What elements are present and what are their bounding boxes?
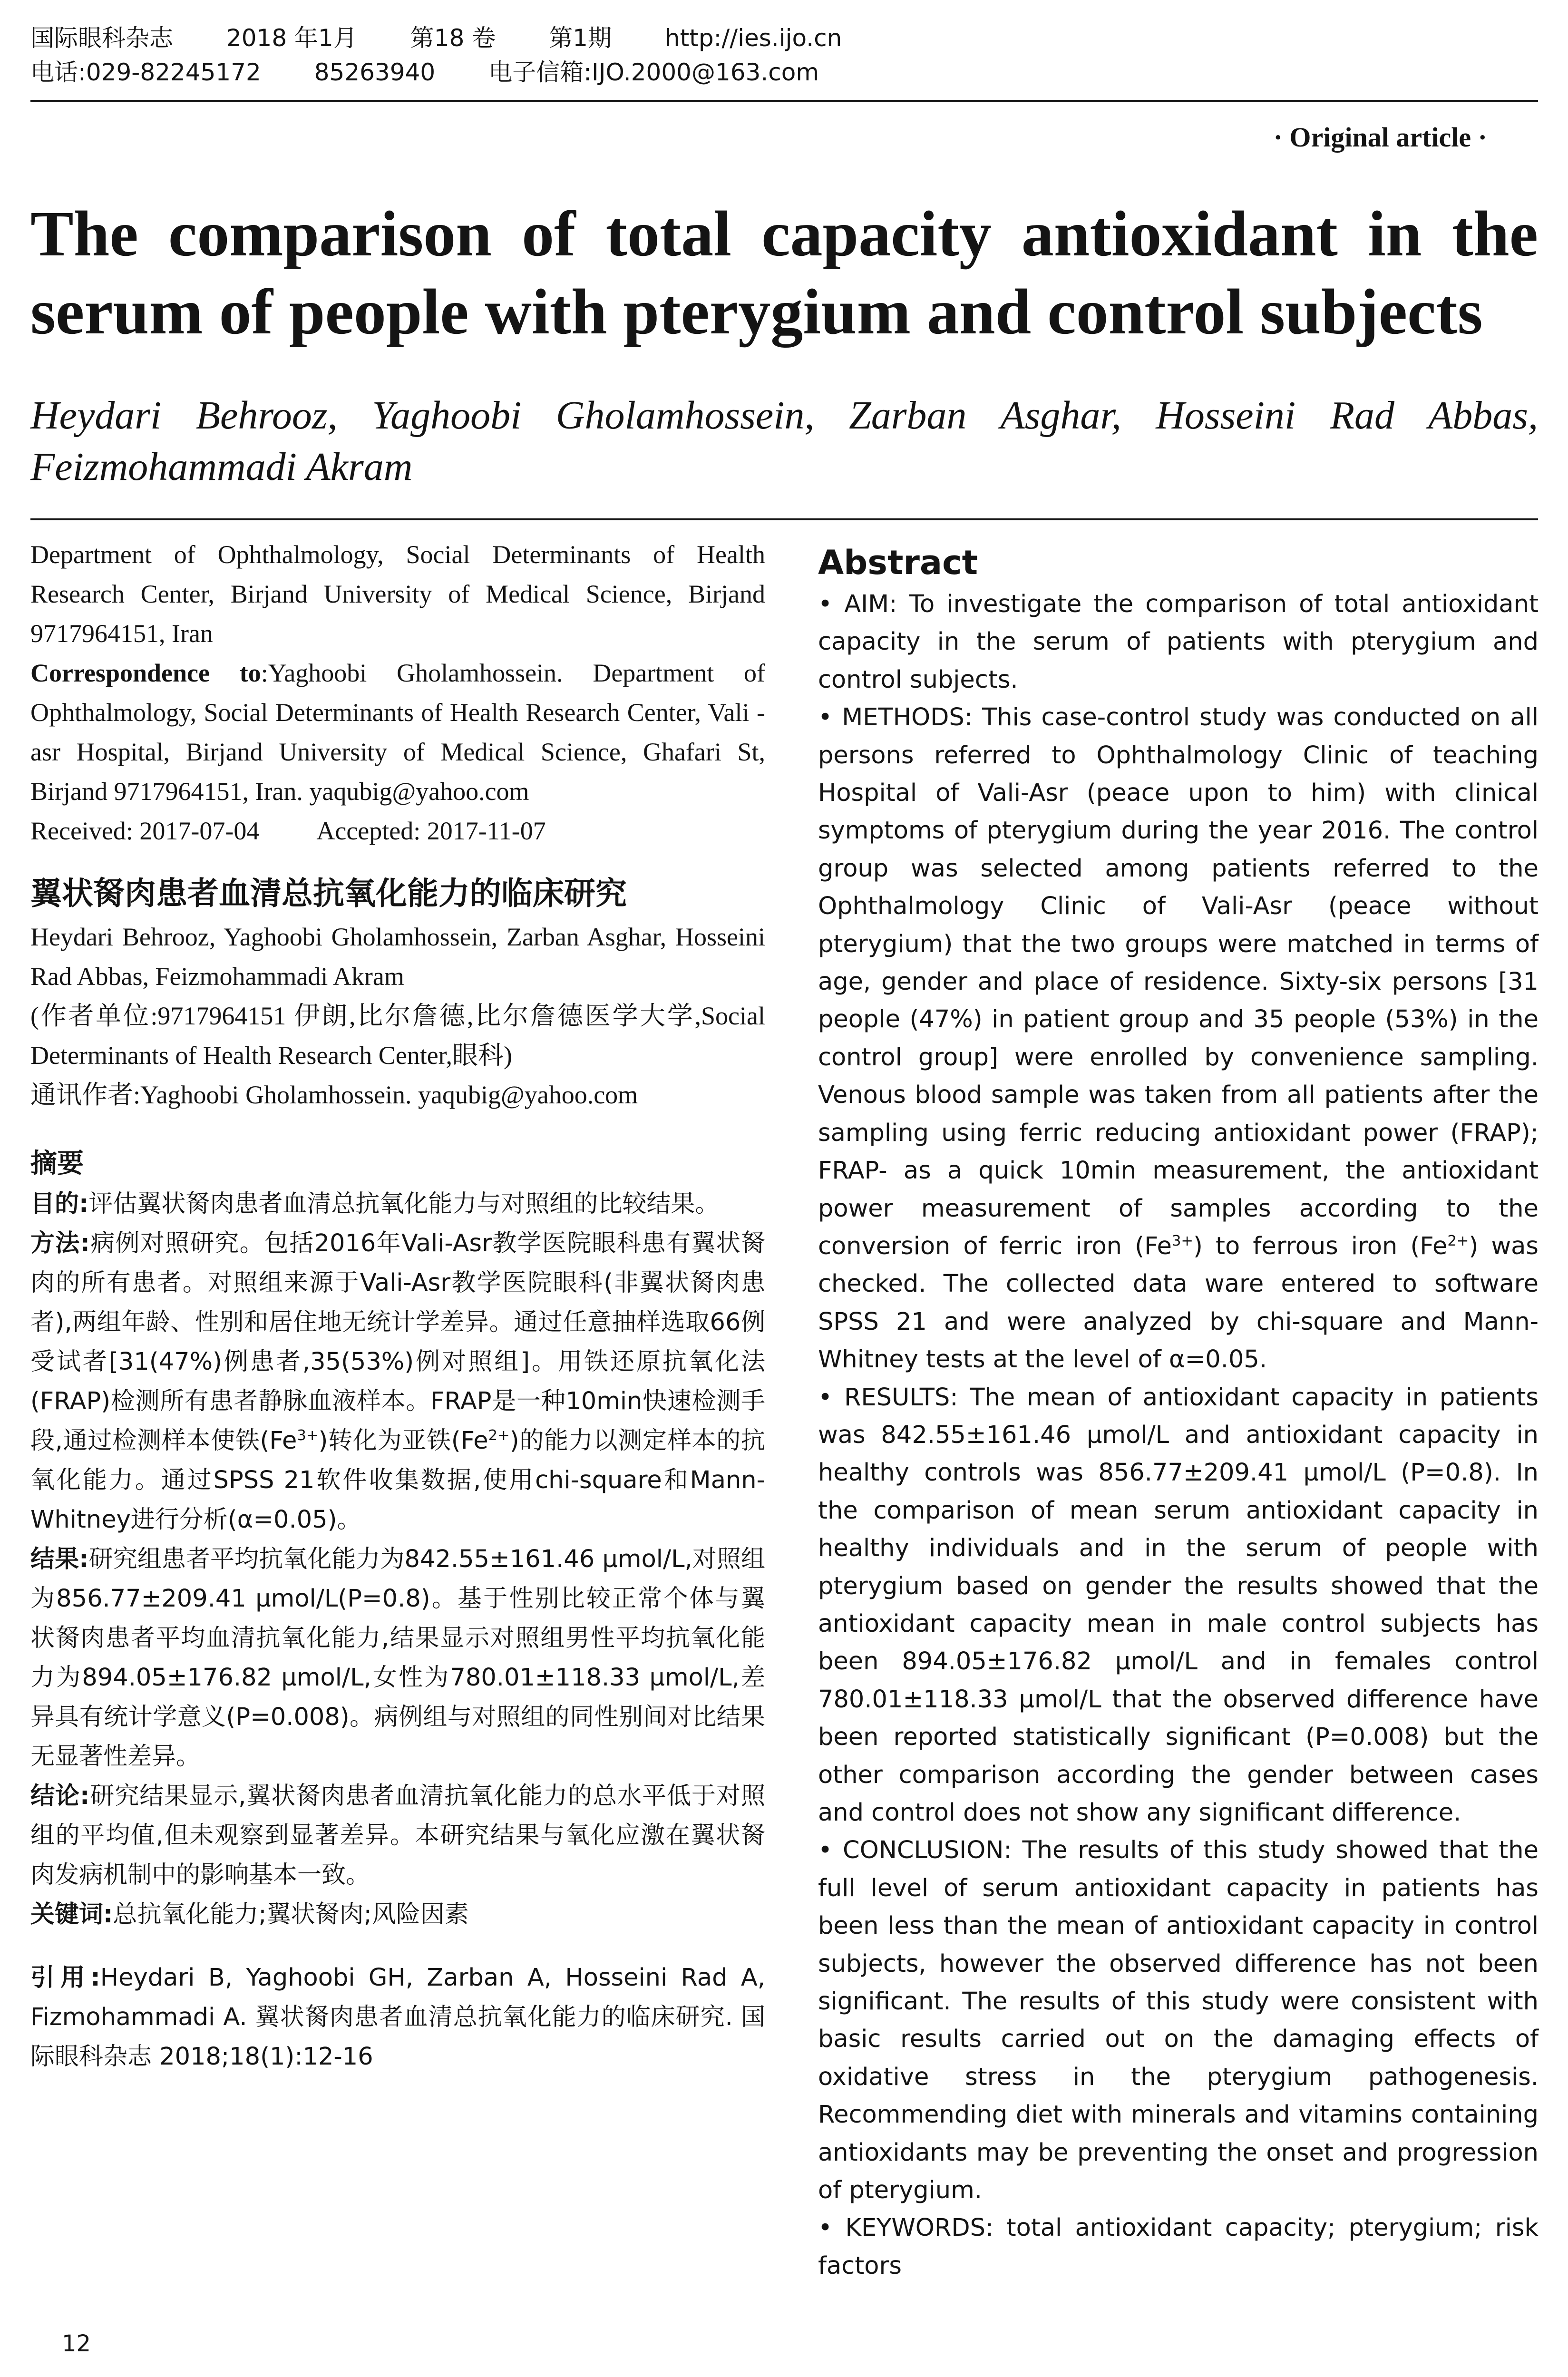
article-title: The comparison of total capacity antioxidant in the serum of people with pterygium and control subjects <box>30 198 1538 348</box>
header-divider <box>30 100 1538 102</box>
authors-divider <box>30 518 1538 520</box>
cn-keywords-text: 总抗氧化能力;翼状胬肉;风险因素 <box>113 1900 469 1929</box>
cn-keywords-label: 关键词: <box>30 1900 113 1929</box>
volume: 第18 卷 <box>410 24 496 52</box>
correspondence <box>30 653 765 811</box>
keywords-text: total antioxidant capacity; pterygium; risk factors <box>818 2214 1539 2280</box>
conclusion-text: The results of this study showed that the full level of serum antioxidant capacity in patients has been less than the mean of antioxidant capacity in control subjects, however the observed difference has not been significant. The results of this study were consistent with basic results carried out on the damaging effects of oxidative stress in the pterygium pathogenesis. Recommending diet with minerals and vitamins containing antioxidants may be preventing the onset and progression of pterygium. <box>818 1836 1539 2205</box>
cn-methods-label: 方法: <box>30 1229 90 1257</box>
left-column <box>30 535 765 2076</box>
cn-authors: Heydari Behrooz, Yaghoobi Gholamhossein, Zarban Asghar, Hosseini Rad Abbas, Feizmohammadi Akram <box>30 923 765 991</box>
cn-aim-text: 评估翼状胬肉患者血清总抗氧化能力与对照组的比较结果。 <box>88 1190 720 1218</box>
methods-text-b: ) to ferrous iron (Fe <box>1193 1232 1448 1260</box>
cn-results-text: 研究组患者平均抗氧化能力为842.55±161.46 μmol/L,对照组为856.77±209.41 μmol/L(P=0.8)。基于性别比较正常个体与翼状胬肉患者平均血清抗氧化能力,结果显示对照组男性平均抗氧化能力为894.05±176.82 μmol/L,女性为780.01±118.33 μmol/L,差异具有统计学意义(P=0.008)。病例组与对照组的同性别间对比结果无显著性差异。 <box>30 1545 765 1771</box>
journal-name: 国际眼科杂志 <box>30 24 173 52</box>
page-number: 12 <box>62 2330 91 2357</box>
issue-date: 2018 年1月 <box>226 24 357 52</box>
cn-citation-label: 引用: <box>30 1964 100 1992</box>
cn-methods <box>30 1224 765 1539</box>
cn-conclusion-label: 结论: <box>30 1782 90 1810</box>
abstract-conclusion <box>818 1831 1539 2209</box>
aim-label: • AIM: <box>818 590 897 618</box>
dates <box>30 811 765 851</box>
issue: 第1期 <box>549 24 612 52</box>
author-list: Heydari Behrooz, Yaghoobi Gholamhossein, Zarban Asghar, Hosseini Rad Abbas, Feizmohammadi Akram <box>30 393 1538 489</box>
cn-aim <box>30 1184 765 1224</box>
abstract-heading: Abstract <box>818 543 978 582</box>
conclusion-label: • CONCLUSION: <box>818 1836 1012 1865</box>
cn-abstract-heading: 摘要 <box>30 1148 84 1179</box>
abstract-methods <box>818 699 1539 1378</box>
methods-label: • METHODS: <box>818 703 973 732</box>
affiliation: Department of Ophthalmology, Social Determinants of Health Research Center, Birjand University of Medical Science, Birjand 9717964151, Iran <box>30 540 765 648</box>
results-text: The mean of antioxidant capacity in patients was 842.55±161.46 μmol/L and antioxidant capacity in healthy controls was 856.77±209.41 μmol/L (P=0.8). In the comparison of mean serum antioxidant capacity in healthy individuals and in the serum of people with pterygium based on gender the results showed that the antioxidant capacity mean in male control subjects has been 894.05±176.82 μmol/L and in females control 780.01±118.33 μmol/L that the observed difference have been reported statistically significant (P=0.008) but the other comparison according the gender between cases and control does not show any significant difference. <box>818 1383 1539 1827</box>
cn-methods-sup-2: 2+ <box>488 1427 510 1444</box>
abstract-keywords <box>818 2209 1539 2285</box>
methods-sup-2: 2+ <box>1447 1232 1469 1249</box>
cn-title: 翼状胬肉患者血清总抗氧化能力的临床研究 <box>30 875 627 912</box>
phone-2: 85263940 <box>314 58 436 86</box>
cn-affiliation: (作者单位:9717964151 伊朗,比尔詹德,比尔詹德医学大学,Social Determinants of Health Research Center,眼科) <box>30 1002 765 1070</box>
abstract-column <box>818 540 1539 2285</box>
cn-results-label: 结果: <box>30 1545 89 1573</box>
cn-keywords <box>30 1895 765 1934</box>
accepted-date: Accepted: 2017-11-07 <box>316 817 546 845</box>
methods-text-a: This case-control study was conducted on all persons referred to Ophthalmology Clinic of teaching Hospital of Vali-Asr (peace upon to him) with clinical symptoms of pterygium during the year 2016. The control group was selected among patients referred to the Ophthalmology Clinic of Vali-Asr (peace without pterygium) that the two groups were matched in terms of age, gender and place of residence. Sixty-six persons [31 people (47%) in patient group and 35 people (53%) in the control group] were enrolled by convenience sampling. Venous blood sample was taken from all patients after the sampling using ferric reducing antioxidant power (FRAP); FRAP- as a quick 10min measurement, the antioxidant power measurement of samples according to the conversion of ferric iron (Fe <box>818 703 1539 1260</box>
received-date: Received: 2017-07-04 <box>30 817 260 845</box>
keywords-label: • KEYWORDS: <box>818 2214 994 2242</box>
cn-conclusion-text: 研究结果显示,翼状胬肉患者血清抗氧化能力的总水平低于对照组的平均值,但未观察到显著差异。本研究结果与氧化应激在翼状胬肉发病机制中的影响基本一致。 <box>30 1782 765 1889</box>
aim-text: To investigate the comparison of total antioxidant capacity in the serum of patients with pterygium and control subjects. <box>818 590 1539 694</box>
journal-header <box>30 21 1538 89</box>
abstract-aim <box>818 585 1539 699</box>
header-line-1 <box>30 21 1538 55</box>
journal-url: http://ies.ijo.cn <box>664 24 842 52</box>
correspondence-label: Correspondence to <box>30 659 261 687</box>
cn-citation <box>30 1958 765 2076</box>
cn-methods-text: 病例对照研究。包括2016年Vali-Asr教学医院眼科患有翼状胬肉的所有患者。对照组来源于Vali-Asr教学医院眼科(非翼状胬肉患者),两组年龄、性别和居住地无统计学差异。通过任意抽样选取66例受试者[31(47%)例患者,35(53%)例对照组]。用铁还原抗氧化法(FRAP)检测所有患者静脉血液样本。FRAP是一种10min快速检测手段,通过检测样本使铁(Fe <box>30 1229 765 1455</box>
article-type: · Original article · <box>1273 122 1487 153</box>
cn-citation-text: Heydari B, Yaghoobi GH, Zarban A, Hosseini Rad A, Fizmohammadi A. 翼状胬肉患者血清总抗氧化能力的临床研究. 国际眼科杂志 2018;18(1):12-16 <box>30 1964 765 2071</box>
cn-aim-label: 目的: <box>30 1190 89 1218</box>
cn-methods-sup-1: 3+ <box>297 1427 319 1444</box>
header-line-2 <box>30 55 1538 89</box>
cn-methods-end: )的能力以测定样本的抗氧化能力。通过SPSS 21软件收集数据,使用chi-square和Mann-Whitney进行分析(α=0.05)。 <box>30 1427 765 1534</box>
cn-results <box>30 1539 765 1776</box>
cn-methods-mid: )转化为亚铁(Fe <box>318 1427 488 1455</box>
cn-correspondence: 通讯作者:Yaghoobi Gholamhossein. yaqubig@yahoo.com <box>30 1081 638 1109</box>
correspondence-text: :Yaghoobi Gholamhossein. Department of Ophthalmology, Social Determinants of Health Research Center, Vali - asr Hospital, Birjand University of Medical Science, Ghafari St, Birjand 9717964151, Iran. yaqubig@yahoo.com <box>30 659 765 806</box>
cn-conclusion <box>30 1776 765 1895</box>
results-label: • RESULTS: <box>818 1383 958 1412</box>
methods-sup-1: 3+ <box>1171 1232 1194 1249</box>
methods-text-c: ) was checked. The collected data ware entered to software SPSS 21 and were analyzed by chi-square and Mann-Whitney tests at the level of α=0.05. <box>818 1232 1539 1374</box>
phone: 电话:029-82245172 <box>30 58 261 86</box>
email: 电子信箱:IJO.2000@163.com <box>488 58 819 86</box>
abstract-results <box>818 1379 1539 1832</box>
